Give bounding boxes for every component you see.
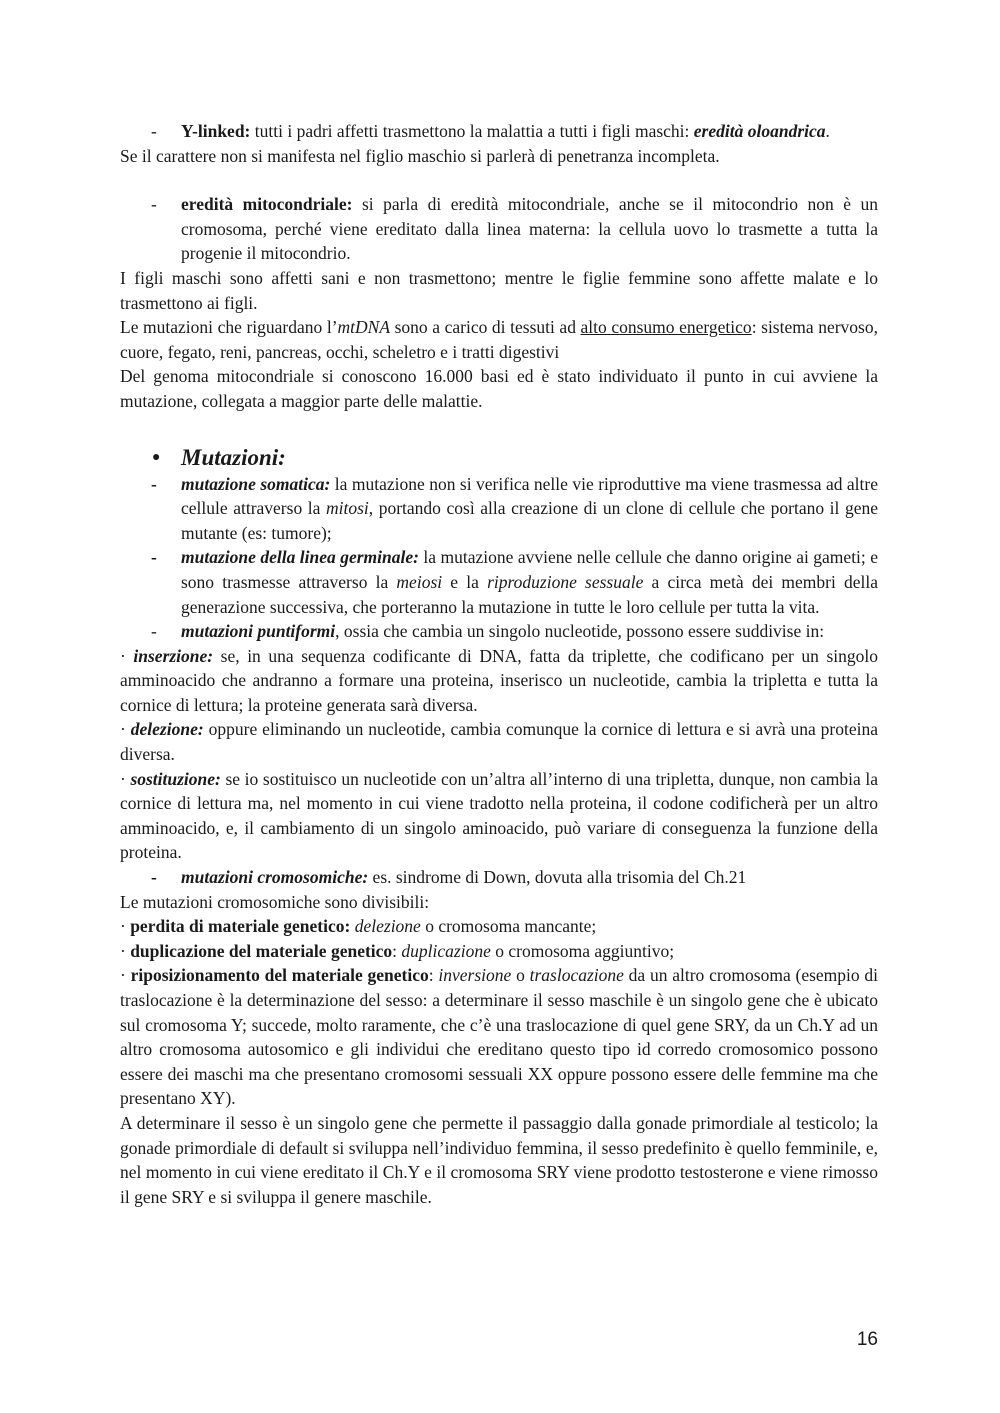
dash-bullet: - [151,547,157,568]
list-item-germinale: - mutazione della linea germinale: la mutazione avviene nelle cellule che danno origine ai gameti; e sono trasmesse attraverso la meiosi e la riproduzione sessuale a circa metà dei membri della generazione successiva, che porteranno la mutazione in tutte le loro cellule per tutta la vita. [151,547,878,617]
dash-bullet: - [151,121,157,141]
list-item-somatica: - mutazione somatica: la mutazione non si verifica nelle vie riproduttive ma viene trasmessa ad altre cellule attraverso la mitosi, portando così alla creazione di un clone di cellule che portano il gene mutante (es: tumore); [151,473,878,543]
paragraph-duplicazione: · duplicazione del materiale genetico: duplicazione o cromosoma aggiuntivo; [120,940,675,961]
dot-bullet: ● [152,449,161,465]
paragraph-sesso: A determinare il sesso è un singolo gene che permette il passaggio dalla gonade primordiale al testicolo; la gonade primordiale di default si sviluppa nell’individuo femmina, il sesso predefinito è quello femminile, e, nel momento in cui viene ereditato il Ch.Y e il cromosoma SRY viene prodotto testosterone e viene rimosso il gene SRY e si sviluppa il genere maschile. [120,1112,878,1207]
paragraph-delezione: · delezione: oppure eliminando un nucleotide, cambia comunque la cornice di lettura e si avrà una proteina diversa. [120,719,878,765]
paragraph-genoma: Del genoma mitocondriale si conoscono 16.000 basi ed è stato individuato il punto in cui avviene la mutazione, collegata a maggior parte delle malattie. [120,366,878,411]
section-heading-mutazioni: ● Mutazioni: [152,444,286,470]
paragraph-riposizionamento: · riposizionamento del materiale genetico: inversione o traslocazione da un altro cromosoma (esempio di traslocazione è la determinazione del sesso: a determinare il sesso maschile è un singolo gene che è ubicato sul cromosoma Y; succede, molto raramente, che c’è una traslocazione di quel gene SRY, da un Ch.Y ad un altro cromosoma autosomico e gli individui che ereditano questo tipo id corredo cromosomico possono essere dei maschi ma che presentano cromosomi sessuali XX oppure possono essere delle femmine ma che presentano XY). [120,965,879,1109]
paragraph-divisibili: Le mutazioni cromosomiche sono divisibili: [120,891,430,912]
page-body [120,119,878,1209]
paragraph-mtdna: Le mutazioni che riguardano l’mtDNA sono a carico di tessuti ad alto consumo energetico: sistema nervoso, cuore, fegato, reni, pancreas, occhi, scheletro e i tratti digestivi [120,317,878,362]
list-item-y-linked: - Y-linked: tutti i padri affetti trasmettono la malattia a tutti i figli maschi: eredità oloandrica. [120,119,878,144]
list-item-puntiformi: - mutazioni puntiformi, ossia che cambia un singolo nucleotide, possono essere suddivise in: [120,619,878,644]
dash-bullet: - [151,621,157,642]
list-item-eredita-mitocondriale: - eredità mitocondriale: si parla di eredità mitocondriale, anche se il mitocondrio non è un cromosoma, perché viene ereditato dalla linea materna: la cellula uovo lo trasmette a tutta la progenie il mitocondrio. [151,194,879,264]
page-number: 16 [856,1329,878,1350]
dash-bullet: - [151,473,157,494]
list-item-cromosomiche: - mutazioni cromosomiche: es. sindrome di Down, dovuta alla trisomia del Ch.21 [120,865,878,890]
dash-bullet: - [151,194,157,215]
paragraph-penetranza: Se il carattere non si manifesta nel figlio maschio si parlerà di penetranza incompleta. [120,145,720,166]
paragraph-figli: I figli maschi sono affetti sani e non trasmettono; mentre le figlie femmine sono affette malate e lo trasmettono ai figli. [120,267,878,313]
dash-bullet: - [151,867,157,888]
paragraph-sostituzione: · sostituzione: se io sostituisco un nucleotide con un’altra all’interno di una tripletta, dunque, non cambia la cornice di lettura ma, nel momento in cui viene tradotto nella proteina, il codone codificherà per un altro amminoacido, e, il cambiamento di un singolo aminoacido, può variare di conseguenza la funzione della proteina. [120,768,878,863]
paragraph-perdita: · perdita di materiale genetico: delezione o cromosoma mancante; [120,916,597,937]
paragraph-inserzione: · inserzione: se, in una sequenza codificante di DNA, fatta da triplette, che codificano per un singolo amminoacido che andranno a formare una proteina, inserisco un nucleotide, cambia la tripletta e tutta la cornice di lettura; la proteine generata sarà diversa. [120,645,879,715]
